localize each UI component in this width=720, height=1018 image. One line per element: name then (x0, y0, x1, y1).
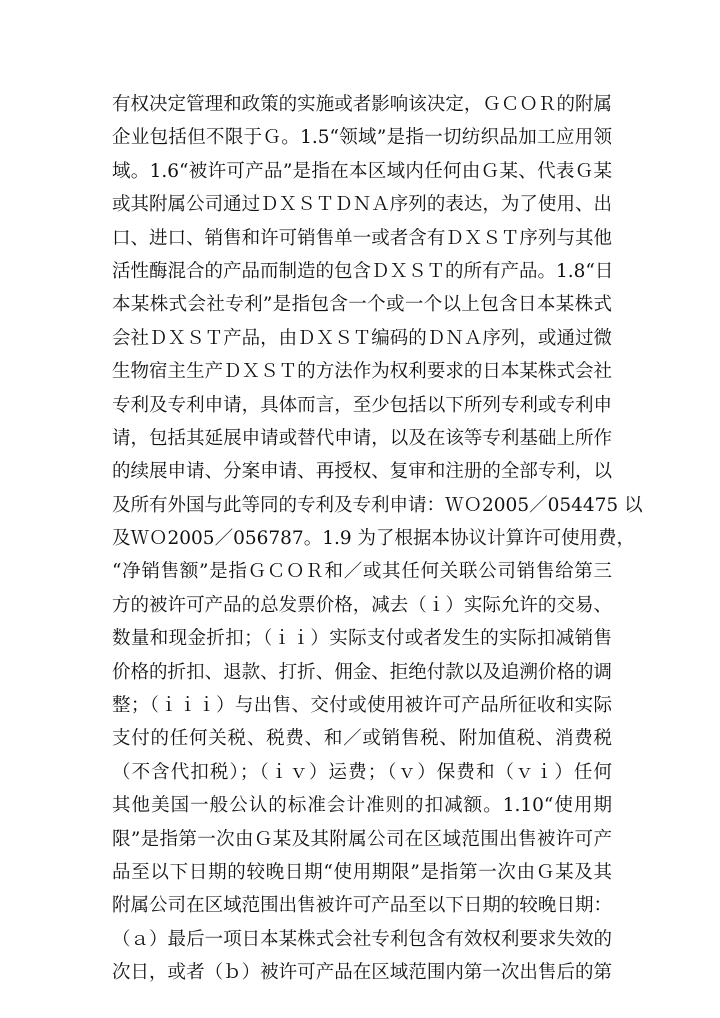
text-line: 活性酶混合的产品而制造的包含ＤＸＳＴ的所有产品。1.8“日 (112, 260, 614, 282)
text-line: “净销售额”是指ＧＣＯＲ和／或其任何关联公司销售给第三 (112, 561, 612, 583)
text-line: 本某株式会社专利”是指包含一个或一个以上包含日本某株式 (112, 294, 612, 316)
text-line: 整；（ｉｉｉ）与出售、交付或使用被许可产品所征收和实际 (112, 695, 612, 717)
text-line: 价格的折扣、退款、打折、佣金、拒绝付款以及追溯价格的调 (112, 661, 612, 683)
text-line: 其他美国一般公认的标准会计准则的扣减额。1.10“使用期 (112, 795, 612, 817)
text-line: 企业包括但不限于Ｇ。1.5“领域”是指一切纺织品加工应用领 (112, 127, 612, 149)
text-line: 数量和现金折扣；（ｉｉ）实际支付或者发生的实际扣减销售 (112, 628, 612, 650)
text-line: 口、进口、销售和许可销售单一或者含有ＤＸＳＴ序列与其他 (112, 227, 612, 249)
text-line: 域。1.6“被许可产品”是指在本区域内任何由Ｇ某、代表Ｇ某 (112, 160, 612, 182)
text-line: 有权决定管理和政策的实施或者影响该决定，ＧＣＯＲ的附属 (112, 94, 612, 115)
text-line: 支付的任何关税、税费、和／或销售税、附加值税、消费税 (112, 728, 612, 750)
text-line: 品至以下日期的较晚日期“使用期限”是指第一次由Ｇ某及其 (112, 861, 612, 883)
text-line: 生物宿主生产ＤＸＳＴ的方法作为权利要求的日本某株式会社 (112, 361, 612, 383)
text-line: （ａ）最后一项日本某株式会社专利包含有效权利要求失效的 (112, 928, 612, 950)
text-line: 请，包括其延展申请或替代申请，以及在该等专利基础上所作 (112, 427, 612, 449)
text-line: （不含代扣税）；（ｉｖ）运费；（ｖ）保费和（ｖｉ）任何 (112, 761, 612, 783)
text-line: 次日，或者（ｂ）被许可产品在区域范围内第一次出售后的第 (112, 962, 612, 984)
text-line: 会社ＤＸＳＴ产品，由ＤＸＳＴ编码的ＤＮＡ序列，或通过微 (112, 327, 612, 349)
body-paragraph (112, 88, 643, 990)
text-line: 附属公司在区域范围出售被许可产品至以下日期的较晚日期： (112, 895, 612, 917)
text-line: 的续展申请、分案申请、再授权、复审和注册的全部专利，以 (112, 461, 612, 483)
text-line: 专利及专利申请，具体而言，至少包括以下所列专利或专利申 (112, 394, 612, 416)
text-line: 方的被许可产品的总发票价格，减去（ｉ）实际允许的交易、 (112, 594, 612, 616)
text-line: 及ＷＯ2005／056787。1.9 为了根据本协议计算许可使用费， (112, 528, 636, 550)
text-line: 或其附属公司通过ＤＸＳＴＤＮＡ序列的表达，为了使用、出 (112, 194, 612, 216)
text-line: 及所有外国与此等同的专利及专利申请：ＷＯ2005／054475 以 (112, 494, 643, 516)
text-line: 限”是指第一次由Ｇ某及其附属公司在区域范围出售被许可产 (112, 828, 612, 850)
